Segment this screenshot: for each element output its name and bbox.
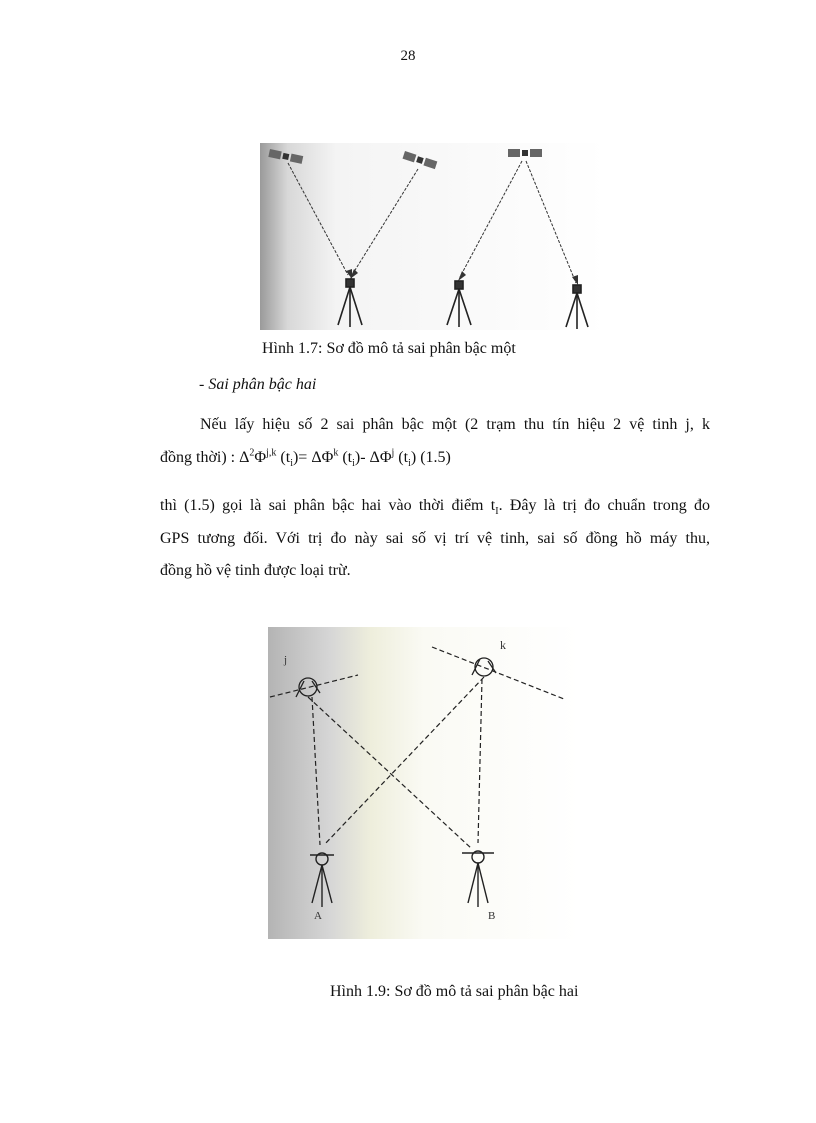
figure-1-9-caption: Hình 1.9: Sơ đồ mô tả sai phân bậc hai (330, 983, 579, 1000)
paragraph-1-formula: đồng thời) : $\Delta^2\Phi^{j,k}$ $(t_i)= \Delta\Phi^k$ $(t_i)-$ $\Delta\Phi^j$ $(t_i)$ (1.5) (160, 447, 451, 470)
station-b-label: B (488, 910, 496, 922)
figure-1-9-diagram (268, 627, 580, 959)
paragraph-1-line-1: Nếu lấy hiệu số 2 sai phân bậc một (2 trạm thu tín hiệu 2 vệ tinh j, k (200, 416, 710, 433)
page-number: 28 (400, 48, 416, 64)
paragraph-2 (160, 490, 710, 588)
paragraph-2-line-3: đồng hồ vệ tinh được loại trừ. (160, 562, 351, 579)
satellite-3-icon (508, 149, 542, 157)
svg-text:k: k (500, 638, 506, 652)
paragraph-2-line-1: thì (1.5) gọi là sai phân bậc hai vào thời điểm $t_I$. Đây là trị đo chuẩn trong đo (160, 497, 710, 518)
figure-1-7-diagram (260, 143, 606, 330)
station-a-label: A (314, 910, 322, 922)
svg-text:j: j (284, 654, 288, 666)
figure-1-7-caption: Hình 1.7: Sơ đồ mô tả sai phân bậc một (262, 340, 516, 357)
section-heading: - Sai phân bậc hai (199, 376, 317, 393)
paragraph-2-line-2: GPS tương đối. Với trị đo này sai số vị trí vệ tinh, sai số đồng hồ máy thu, (160, 529, 710, 547)
